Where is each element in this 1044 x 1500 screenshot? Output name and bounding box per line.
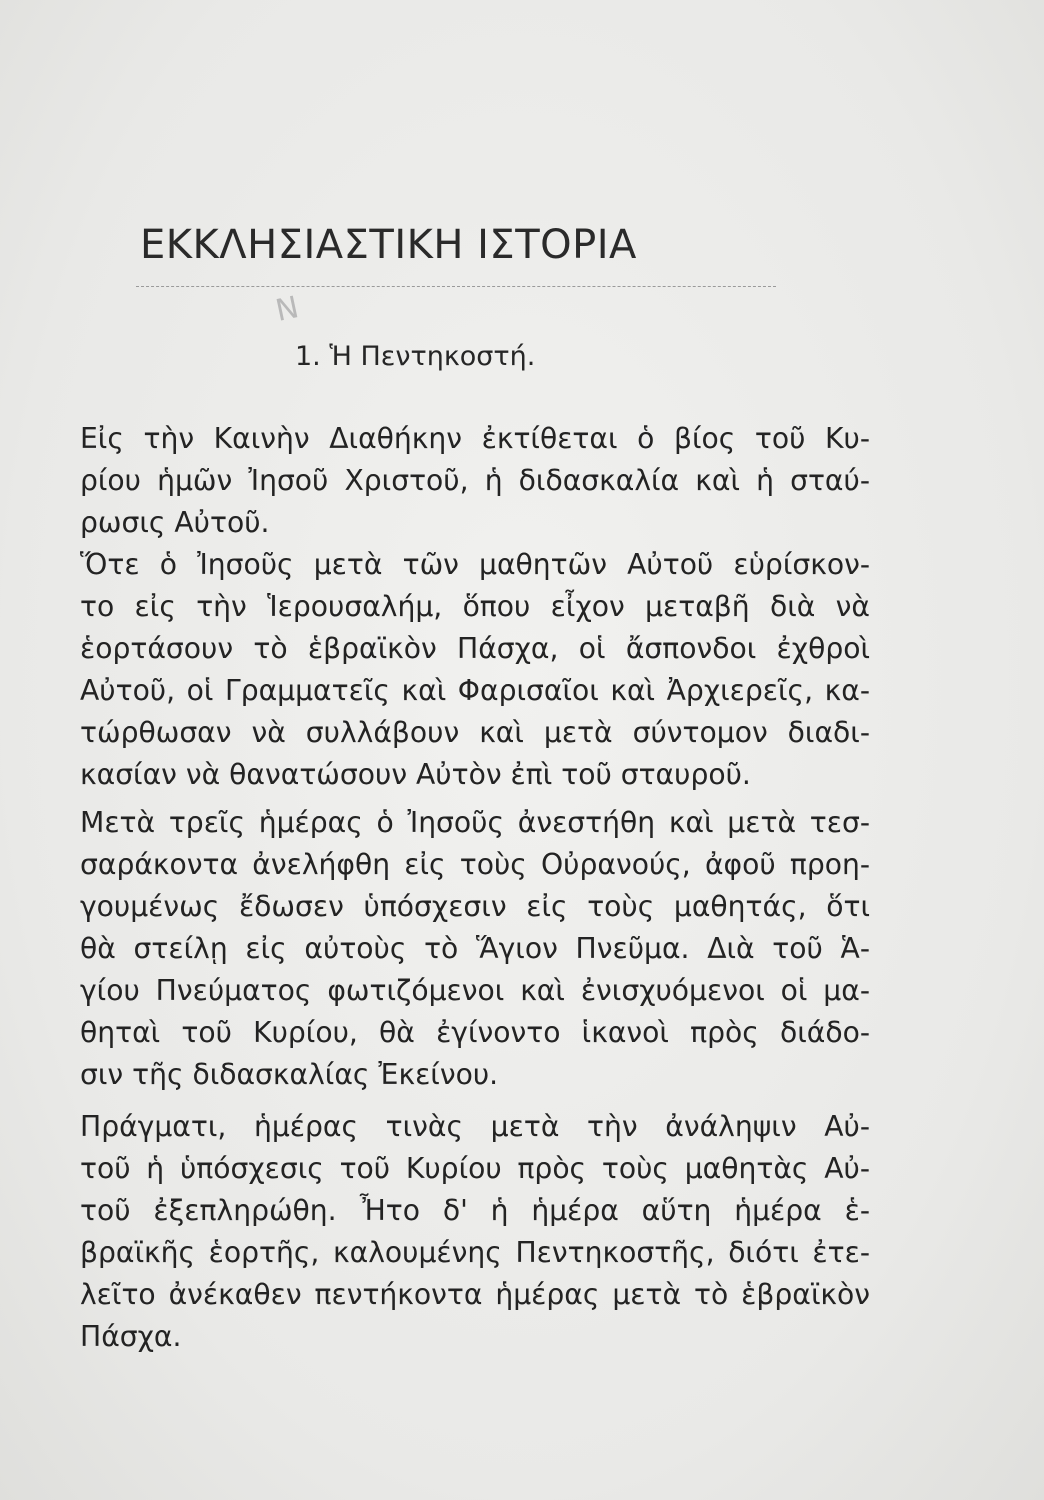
text-line: θηταὶ τοῦ Κυρίου, θὰ ἐγίνοντο ἱκανοὶ πρὸς διάδο- xyxy=(80,1016,870,1049)
pencil-annotation: Ν xyxy=(272,290,302,329)
text-line: τοῦ ἡ ὑπόσχεσις τοῦ Κυρίου πρὸς τοὺς μαθητὰς Αὐ- xyxy=(80,1152,870,1185)
text-line: Μετὰ τρεῖς ἡμέρας ὁ Ἰησοῦς ἀνεστήθη καὶ μετὰ τεσ- xyxy=(80,806,870,839)
text-line: κασίαν νὰ θανατώσουν Αὐτὸν ἐπὶ τοῦ σταυροῦ. xyxy=(80,758,751,791)
text-line: τοῦ ἐξεπληρώθη. Ἦτο δ' ἡ ἡμέρα αὕτη ἡμέρα ἑ- xyxy=(80,1194,870,1227)
text-line: γουμένως ἔδωσεν ὑπόσχεσιν εἰς τοὺς μαθητάς, ὅτι xyxy=(80,890,870,923)
text-line: Εἰς τὴν Καινὴν Διαθήκην ἐκτίθεται ὁ βίος τοῦ Κυ- xyxy=(80,422,870,455)
text-line: ἑορτάσουν τὸ ἑβραϊκὸν Πάσχα, οἱ ἄσπονδοι ἐχθροὶ xyxy=(80,632,870,665)
section-heading: 1. Ἡ Πεντηκοστή. xyxy=(295,341,536,372)
text-line: τώρθωσαν νὰ συλλάβουν καὶ μετὰ σύντομον διαδι- xyxy=(80,716,870,749)
text-line: το εἰς τὴν Ἱερουσαλήμ, ὅπου εἶχον μεταβῆ διὰ νὰ xyxy=(80,590,870,623)
text-line: Ὅτε ὁ Ἰησοῦς μετὰ τῶν μαθητῶν Αὐτοῦ εὑρίσκον- xyxy=(80,548,870,581)
text-line: θὰ στείλῃ εἰς αὐτοὺς τὸ Ἅγιον Πνεῦμα. Διὰ τοῦ Ἁ- xyxy=(80,932,870,965)
page-title: ΕΚΚΛΗΣΙΑΣΤΙΚΗ ΙΣΤΟΡΙΑ xyxy=(140,222,637,268)
text-line: ρωσις Αὐτοῦ. xyxy=(80,506,270,539)
text-line: Πράγματι, ἡμέρας τινὰς μετὰ τὴν ἀνάληψιν Αὐ- xyxy=(80,1110,870,1143)
text-line: βραϊκῆς ἑορτῆς, καλουμένης Πεντηκοστῆς, διότι ἐτε- xyxy=(80,1236,870,1269)
text-line: Αὐτοῦ, οἱ Γραμματεῖς καὶ Φαρισαῖοι καὶ Ἀρχιερεῖς, κα- xyxy=(80,674,870,707)
title-underline xyxy=(136,286,776,287)
text-line: λεῖτο ἀνέκαθεν πεντήκοντα ἡμέρας μετὰ τὸ ἑβραϊκὸν xyxy=(80,1278,870,1311)
text-line: γίου Πνεύματος φωτιζόμενοι καὶ ἐνισχυόμενοι οἱ μα- xyxy=(80,974,870,1007)
text-line: Πάσχα. xyxy=(80,1320,182,1353)
text-line: σιν τῆς διδασκαλίας Ἐκείνου. xyxy=(80,1058,499,1091)
text-line: σαράκοντα ἀνελήφθη εἰς τοὺς Οὐρανούς, ἀφοῦ προη- xyxy=(80,848,870,881)
text-line: ρίου ἡμῶν Ἰησοῦ Χριστοῦ, ἡ διδασκαλία καὶ ἡ σταύ- xyxy=(80,464,870,497)
